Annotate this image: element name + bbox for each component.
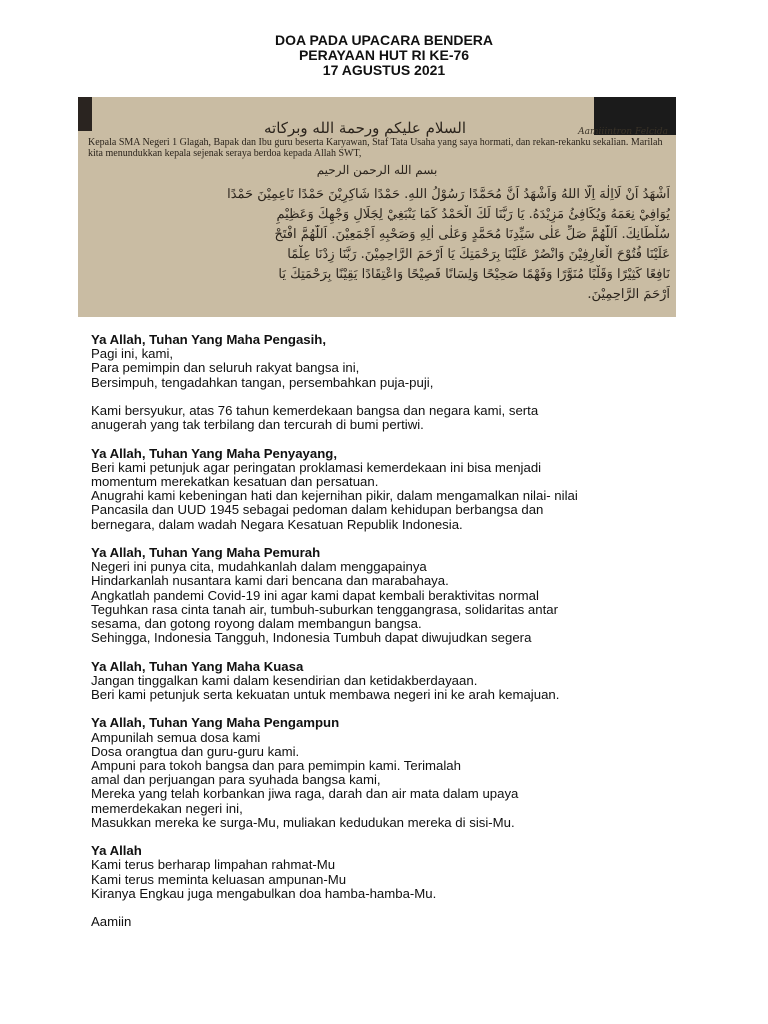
prayer-body bbox=[91, 333, 711, 944]
stanza-line: Kami terus berharap limpahan rahmat-Mu bbox=[91, 857, 336, 873]
arabic-prayer-photo bbox=[78, 97, 676, 317]
stanza-line: amal dan perjuangan para syuhada bangsa kami, bbox=[91, 772, 381, 788]
stanza-line: Beri kami petunjuk serta kekuatan untuk membawa negeri ini ke arah kemajuan. bbox=[91, 687, 560, 703]
stanza-line: anugerah yang tak terbilang dan tercurah di bumi pertiwi. bbox=[91, 417, 424, 433]
stanza-line: momentum merekatkan kesatuan dan persatuan. bbox=[91, 474, 379, 489]
photo-arabic-text bbox=[84, 185, 670, 305]
stanza-title: Ya Allah, Tuhan Yang Maha Pemurah bbox=[91, 545, 321, 560]
stanza-line: memerdekakan negeri ini, bbox=[91, 800, 243, 816]
stanza-line: Masukkan mereka ke surga-Mu, muliakan kedudukan mereka di sisi-Mu. bbox=[91, 814, 515, 830]
stanza-line: Ampuni para tokoh bangsa dan para pemimpin kami. Terimalah bbox=[91, 758, 461, 774]
photo-shadow-left bbox=[78, 97, 92, 131]
stanza-line: Hindarkanlah nusantara kami dari bencana dan marabahaya. bbox=[91, 573, 449, 589]
header-date: 17 AGUSTUS 2021 bbox=[322, 62, 446, 78]
stanza-penyayang bbox=[91, 447, 711, 532]
stanza-title: Ya Allah, Tuhan Yang Maha Penyayang, bbox=[91, 445, 337, 461]
arabic-line: سُلْطَانِكَ. اَللّٰهُمَّ صَلِّ عَلٰى سَيِّدِنَا مُحَمَّدٍ وَعَلٰى اٰلِهِ وَصَحْبِهِ اَجْمَعِيْنَ. اَللّٰهُمَّ افْتَحْ bbox=[274, 227, 670, 242]
stanza-line: Dosa orangtua dan guru-guru kami. bbox=[91, 743, 300, 759]
stanza-line: Para pemimpin dan seluruh rakyat bangsa ini, bbox=[91, 360, 360, 376]
stanza-kuasa bbox=[91, 660, 711, 703]
stanza-line: Bersimpuh, tengadahkan tangan, persembahkan puja-puji, bbox=[91, 374, 434, 390]
closing-amen: Aamiin bbox=[91, 914, 132, 930]
stanza-line: Sehingga, Indonesia Tangguh, Indonesia Tumbuh dapat diwujudkan segera bbox=[91, 630, 532, 646]
stanza-pengampun bbox=[91, 716, 711, 830]
stanza-title: Ya Allah, Tuhan Yang Maha Pengampun bbox=[91, 715, 340, 731]
stanza-closing bbox=[91, 915, 711, 929]
arabic-line: اَرْحَمَ الرَّاحِمِيْنَ. bbox=[587, 287, 670, 302]
stanza-line: Pagi ini, kami, bbox=[91, 346, 174, 362]
stanza-line: Kami terus meminta keluasan ampunan-Mu bbox=[91, 871, 347, 887]
stanza-line: bernegara, dalam wadah Negara Kesatuan Republik Indonesia. bbox=[91, 516, 463, 532]
stanza-syukur bbox=[91, 404, 711, 432]
stanza-pengasih bbox=[91, 333, 711, 390]
stanza-title: Ya Allah, Tuhan Yang Maha Kuasa bbox=[91, 658, 304, 674]
stanza-line: Teguhkan rasa cinta tanah air, tumbuh-suburkan tenggangrasa, solidaritas antar bbox=[91, 601, 558, 617]
document-header bbox=[0, 33, 768, 78]
stanza-line: Anugrahi kami kebeningan hati dan kejernihan pikir, dalam mengamalkan nilai- nilai bbox=[91, 488, 578, 504]
photo-handwritten-note: Aamiiintron Felcida bbox=[578, 127, 668, 137]
stanza-line: Mereka yang telah korbankan jiwa raga, darah dan air mata dalam upaya bbox=[91, 786, 519, 802]
header-title: DOA PADA UPACARA BENDERA bbox=[274, 32, 494, 48]
arabic-line: يُوَافِيْ نِعَمَهُ وَيُكَافِئُ مَزِيْدَهُ. يَا رَبَّنَا لَكَ الْحَمْدُ كَمَا يَنْبَغِيْ لِجَلَالِ وَجْهِكَ وَعَظِيْمِ bbox=[276, 207, 670, 222]
stanza-line: Jangan tinggalkan kami dalam kesendirian dan ketidakberdayaan. bbox=[91, 672, 478, 688]
header-subtitle: PERAYAAN HUT RI KE-76 bbox=[298, 47, 470, 63]
stanza-ya-allah bbox=[91, 844, 711, 901]
stanza-line: Pancasila dan UUD 1945 sebagai pedoman dalam kehidupan berbangsa dan bbox=[91, 502, 544, 518]
arabic-line: عَلَيْنَا فُتُوْحَ الْعَارِفِيْنَ وَانْصُرْ عَلَيْنَا بِرَحْمَتِكَ يَا اَرْحَمَ الرَّاحِمِيْنَ. رَبَّنَا زِدْنَا عِلْمًا bbox=[287, 247, 670, 262]
stanza-line: sesama, dan gotong royong dalam membangun bangsa. bbox=[91, 616, 422, 632]
stanza-title: Ya Allah bbox=[91, 843, 142, 859]
photo-basmala: بسم الله الرحمن الرحيم bbox=[316, 163, 438, 177]
stanza-pemurah bbox=[91, 546, 711, 645]
stanza-line: Kiranya Engkau juga mengabulkan doa hamba-hamba-Mu. bbox=[91, 885, 437, 901]
stanza-line: Ampunilah semua dosa kami bbox=[91, 729, 261, 745]
photo-greeting: السلام عليكم ورحمة الله وبركاته bbox=[264, 119, 466, 137]
arabic-line: اَشْهَدُ اَنْ لَااِلٰهَ اِلَّا اللهُ وَاَشْهَدُ اَنَّ مُحَمَّدًا رَسُوْلُ اللهِ. حَمْدًا شَاكِرِيْنَ حَمْدًا نَاعِمِيْنَ حَمْدًا bbox=[227, 187, 670, 202]
stanza-title: Ya Allah, Tuhan Yang Maha Pengasih, bbox=[91, 332, 326, 347]
stanza-line: Angkatlah pandemi Covid-19 ini agar kami dapat kembali beraktivitas normal bbox=[91, 587, 539, 603]
photo-intro-text: Kepala SMA Negeri 1 Glagah, Bapak dan Ibu guru beserta Karyawan, Staf Tata Usaha yang saya hormati, dan rekan-rekanku sekalian. Marilah kita menundukkan kepala sejenak seraya berdoa kepada Allah SWT, bbox=[88, 137, 663, 159]
stanza-line: Negeri ini punya cita, mudahkanlah dalam menggapainya bbox=[91, 559, 427, 575]
arabic-line: نَافِعًا كَثِيْرًا وَقَلْبًا مُنَوَّرًا وَفَهْمًا صَحِيْحًا وَلِسَانًا فَصِيْحًا وَاعْتِقَادًا يَقِيْنًا بِرَحْمَتِكَ يَا bbox=[278, 267, 670, 282]
stanza-line: Kami bersyukur, atas 76 tahun kemerdekaan bangsa dan negara kami, serta bbox=[91, 403, 539, 418]
stanza-line: Beri kami petunjuk agar peringatan proklamasi kemerdekaan ini bisa menjadi bbox=[91, 459, 542, 475]
